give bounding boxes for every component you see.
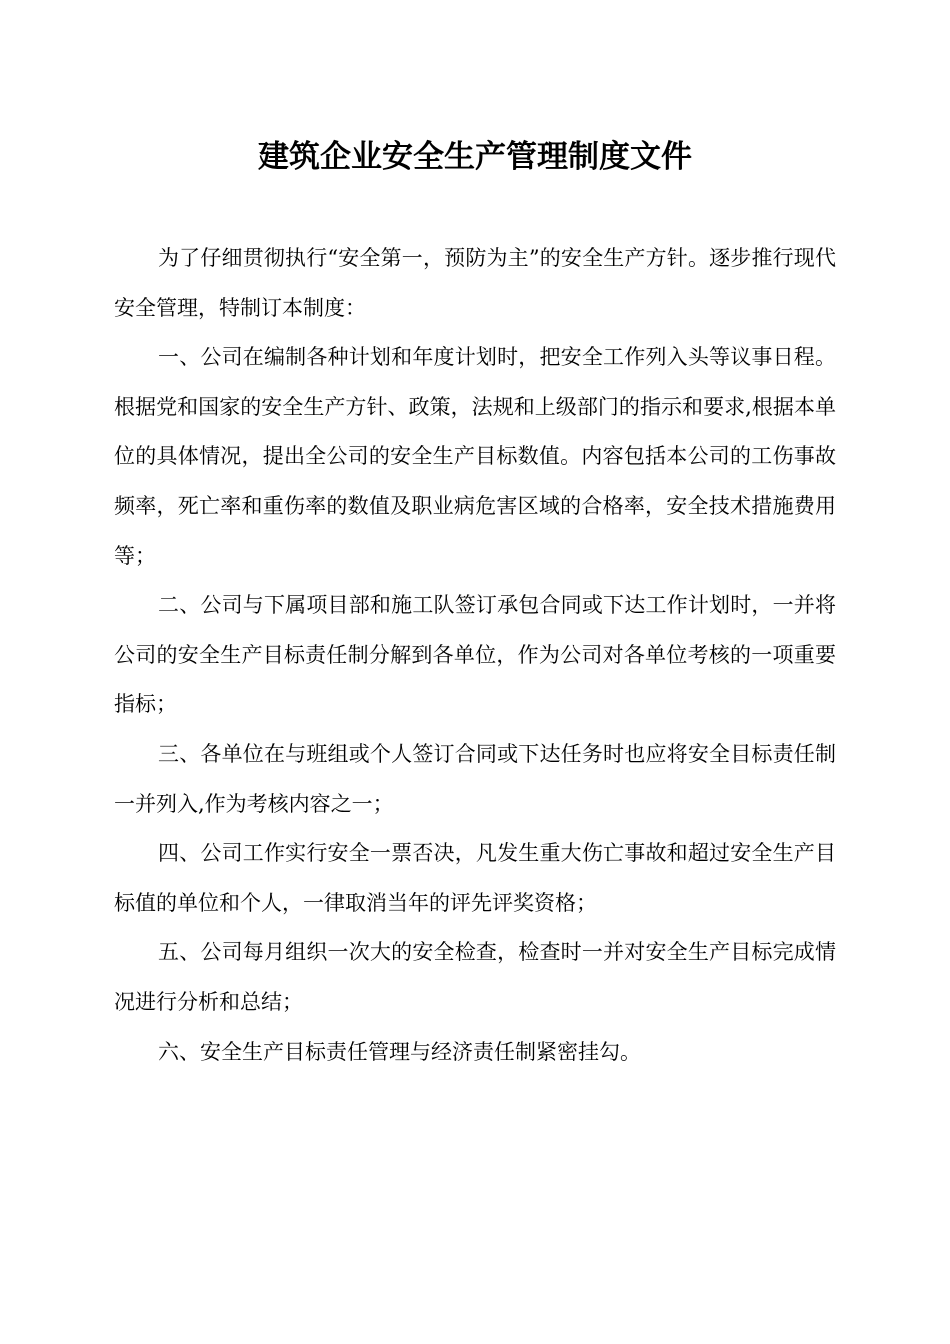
document-title: 建筑企业安全生产管理制度文件 xyxy=(258,139,692,175)
document-body xyxy=(114,234,836,1077)
intro-paragraph: 为了仔细贯彻执行“安全第一，预防为主”的安全生产方针。逐步推行现代安全管理，特制订本制度： xyxy=(114,246,836,320)
clause-2-paragraph: 二、公司与下属项目部和施工队签订承包合同或下达工作计划时，一并将公司的安全生产目标责任制分解到各单位，作为公司对各单位考核的一项重要指标； xyxy=(114,593,836,717)
clause-3-paragraph: 三、各单位在与班组或个人签订合同或下达任务时也应将安全目标责任制一并列入,作为考核内容之一； xyxy=(114,741,836,816)
clause-6-paragraph: 六、安全生产目标责任管理与经济责任制紧密挂勾。 xyxy=(158,1039,641,1064)
clause-1-paragraph: 一、公司在编制各种计划和年度计划时，把安全工作列入头等议事日程。根据党和国家的安全生产方针、政策，法规和上级部门的指示和要求,根据本单位的具体情况，提出全公司的安全生产目标数值。内容包括本公司的工伤事故频率，死亡率和重伤率的数值及职业病危害区域的合格率，安全技术措施费用等； xyxy=(114,345,836,568)
clause-5-paragraph: 五、公司每月组织一次大的安全检查，检查时一并对安全生产目标完成情况进行分析和总结； xyxy=(114,940,836,1014)
clause-4-paragraph: 四、公司工作实行安全一票否决，凡发生重大伤亡事故和超过安全生产目标值的单位和个人，一律取消当年的评先评奖资格； xyxy=(114,841,836,915)
